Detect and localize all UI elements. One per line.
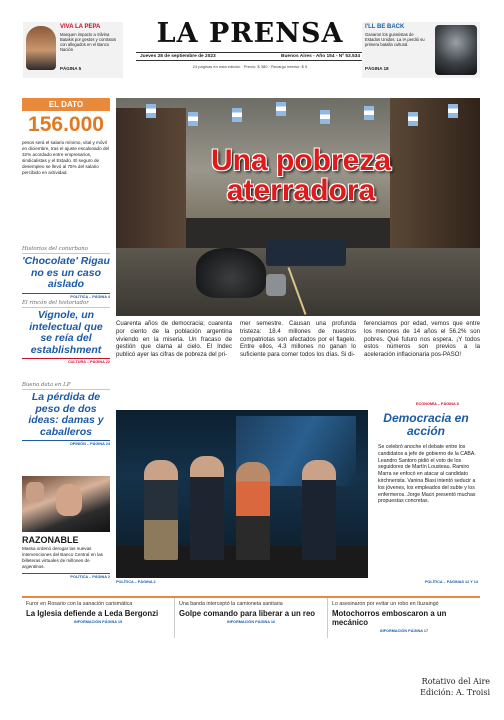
el-dato-number: 156.000 (28, 113, 104, 136)
razonable-photo (22, 476, 110, 532)
el-dato-band: EL DATO (22, 98, 110, 111)
issue-edition: Buenos Aires - Año 154 - Nº 53.534 (281, 54, 360, 59)
story-title: Vignole, un intelectual que se reía del establishment (29, 309, 103, 356)
story-kicker: Historias del conurbano (22, 246, 110, 254)
bottom-story-strip (22, 596, 480, 638)
razonable-story[interactable] (22, 476, 110, 579)
right-teaser[interactable] (362, 22, 480, 78)
candidate-figure (302, 460, 336, 560)
issue-date: Jueves 28 de septiembre de 2023 (140, 54, 216, 59)
flag-shape (276, 102, 286, 116)
newspaper-front-page (18, 18, 484, 633)
teaser-photo (26, 26, 56, 70)
left-story-vignole[interactable] (22, 300, 110, 364)
story-title: La pérdida de peso de dos ideas: damas y caballeros (28, 391, 104, 438)
body-column-1: Cuarenta años de democracia; cuarenta por ciento de la población argentina viviendo en la miseria. Un fracaso de gestión que clama al cielo. El Indec publicó ayer las cifras de pobreza del pri- (116, 320, 232, 359)
face-shape (56, 484, 82, 516)
hero-bus (266, 240, 346, 266)
candidate-figure (236, 462, 270, 560)
el-dato-box (22, 98, 110, 177)
story-tag: CULTURA – PÁGINA 22 (22, 358, 110, 364)
flag-shape (408, 112, 418, 126)
story-kicker: Buena data en LP (22, 382, 110, 390)
story-tag: POLÍTICA – PÁGINA 4 (22, 293, 110, 299)
strip-headline: Motochorros emboscaron a un mecánico (332, 609, 447, 627)
razonable-title: RAZONABLE (22, 535, 79, 545)
teaser-text: Ganaron los guionistas de Estados Unidos. La IA perdió su primera batalla cultural. (365, 32, 425, 47)
left-teaser[interactable] (23, 22, 123, 78)
newspaper-logo: LA PRENSA (156, 18, 344, 49)
strip-kicker: Furor en Rosario con la sanación carismática (26, 601, 133, 607)
razonable-text: Massa ordenó derogar las nuevas intervenciones del Banco Central en las billeteras virtuales de millones de argentinos. (22, 546, 103, 569)
story-title: 'Chocolate' Rigau no es un caso aislado (22, 255, 110, 290)
masthead (18, 18, 484, 80)
left-story-chocolate[interactable] (22, 246, 110, 299)
flag-shape (448, 104, 458, 118)
strip-tag: INFORMACIÓN PÁGINA 17 (379, 629, 429, 633)
main-story-tag[interactable]: ECONOMÍA – PÁGINA 8 (416, 402, 459, 406)
democracia-story[interactable] (116, 410, 480, 586)
candidate-figure (190, 456, 224, 560)
razonable-tag: POLÍTICA – PÁGINA 2 (22, 573, 110, 579)
teaser-page: PÁGINA 18 (365, 66, 389, 71)
teaser-text: Marquen impacto a Silvina Batakis por gestos y contratos con allegados en el Banco Nación (60, 32, 117, 52)
strip-item-bergonzi[interactable] (22, 598, 175, 638)
edition-credit (420, 676, 490, 698)
democracia-title: Democracia en acción (383, 411, 469, 438)
teaser-kicker: VIVA LA PEPA (60, 24, 101, 30)
story-tag: OPINIÓN – PÁGINA 24 (22, 440, 110, 446)
main-headline (156, 146, 446, 206)
dateline (136, 52, 364, 61)
strip-item-motochorros[interactable] (328, 598, 480, 638)
credit-line-1: Rotativo del Aire (421, 677, 490, 686)
strip-headline: Golpe comando para liberar a un reo (179, 609, 316, 618)
fist-shape (26, 482, 44, 502)
flag-shape (188, 112, 198, 126)
flag-shape (232, 108, 242, 122)
debate-photo (116, 410, 368, 578)
credit-line-2: Edición: A. Troisi (420, 688, 490, 697)
strip-kicker: Lo asesinaron por evitar un robo en Ituzaingó (332, 601, 439, 607)
democracia-tag-right: POLÍTICA – PÁGINAS 12 Y 13 (424, 580, 478, 584)
el-dato-text: pesos será el salario mínimo, vital y móvil en diciembre, tras el ajuste escalonado del 32% acordado entre empresarios, sindicalistas y el Estado. El seguro de desempleo se llevó al 75% del salario percibido en actividad. (22, 140, 110, 176)
strip-item-golpe[interactable] (175, 598, 328, 638)
price-line: 24 páginas en esta edición · Precio: $ 380 · Recargo interior: $ 5 (192, 64, 308, 69)
hero-bag (266, 274, 286, 296)
story-kicker: El rincón del historiador (22, 300, 110, 308)
flag-shape (364, 106, 374, 120)
body-column-3: ferenciamos por edad, vemos que entre los menores de 14 años el 56.2% son pobres. Qué futuro nos espera. ¡Y todos estos números son previos a la aceleración inflacionaria pos-PASO! (364, 320, 480, 359)
democracia-text: Se celebró anoche el debate entre los candidatos a jefe de gobierno de la CABA. Leandro Santoro pidió el voto de los seguidores de Martín Lousteau. Ramiro Marra se enfocó en atacar al candidato kirchnerista. Vanina Biasi intentó seducir a los jóvenes, los empleados del subte y los enfermeros. Jorge Macri presentó muchas propuestas concretas. (378, 444, 476, 505)
body-column-2: mer semestre. Causan una profunda tristeza: 18.4 millones de nuestros compatriotas son afectados por el flagelo. Entre ellos, 4.3 millones no ganan lo suficiente para comer todos los días. Si di- (240, 320, 356, 359)
flag-shape (146, 104, 156, 118)
main-story-body (116, 320, 480, 400)
democracia-tag-left: POLÍTICA – PÁGINA 2 (116, 580, 156, 584)
flag-shape (320, 110, 330, 124)
candidate-figure (144, 460, 178, 560)
strip-kicker: Una banda interceptó la camioneta sanitaria (179, 601, 283, 607)
teaser-kicker: I'LL BE BACK (365, 24, 405, 30)
hero-photo[interactable] (116, 98, 480, 316)
robot-photo (435, 25, 477, 75)
hero-person (196, 248, 266, 298)
strip-tag: INFORMACIÓN PÁGINA 16 (226, 620, 276, 624)
teaser-page: PÁGINA 5 (60, 66, 82, 71)
headline-line-1: Una pobreza (210, 144, 392, 177)
headline-line-2: aterradora (226, 174, 376, 207)
strip-tag: INFORMACIÓN PÁGINA 15 (73, 620, 123, 624)
strip-headline: La Iglesia defiende a Leda Bergonzi (26, 609, 159, 618)
left-story-damas[interactable] (22, 382, 110, 446)
